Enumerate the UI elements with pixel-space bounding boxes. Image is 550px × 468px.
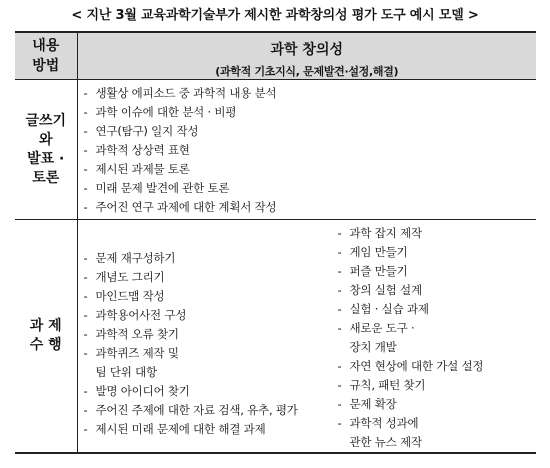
list-item: - 생활상 에피소드 중 과학적 내용 분석 <box>83 86 277 100</box>
category-line: 수 행 <box>29 337 62 353</box>
list-item: - 규칙, 패턴 찾기 <box>337 378 426 392</box>
category-writing-presentation <box>15 80 77 220</box>
list-item: - 미래 문제 발견에 관한 토론 <box>83 181 230 195</box>
category-line: 발표 · <box>27 150 65 167</box>
writing-items-cell <box>77 80 536 220</box>
list-item: - 주어진 연구 과제에 대한 계획서 작성 <box>83 200 277 214</box>
list-item-continuation: 장치 개발 <box>349 340 397 354</box>
list-item: - 과학적 성과에 <box>337 416 419 430</box>
list-item: - 발명 아이디어 찾기 <box>83 384 190 398</box>
header-subtitle: (과학적 기초지식, 문제발견·설정,해결) <box>215 65 399 78</box>
table-header-row <box>15 32 536 80</box>
category-line: 와 <box>38 131 53 148</box>
list-item: - 자연 현상에 대한 가설 설정 <box>337 359 484 373</box>
list-item: - 과학 이슈에 대한 분석 · 비평 <box>83 105 237 119</box>
writing-items-list <box>78 80 537 217</box>
table-row-tasks <box>15 220 536 454</box>
list-item: - 제시된 미래 문제에 대한 해결 과제 <box>83 422 266 436</box>
list-item: - 게임 만들기 <box>337 245 408 259</box>
list-item: - 창의 실험 설계 <box>337 283 422 297</box>
header-title-cell <box>77 32 536 80</box>
list-item-continuation: 팀 단위 대항 <box>95 365 157 379</box>
list-item: - 제시된 과제물 토론 <box>83 162 190 176</box>
task-items-right-list <box>334 224 484 452</box>
creativity-assessment-table <box>15 31 536 454</box>
table-row-writing <box>15 80 536 220</box>
list-item: - 과학적 상상력 표현 <box>83 143 190 157</box>
category-task-performance <box>15 220 77 454</box>
list-item: - 연구(탐구) 일지 작성 <box>83 124 199 138</box>
table-caption: < 지난 3월 교육과학기술부가 제시한 과학창의성 평가 도구 예시 모델 > <box>71 8 479 23</box>
list-item: - 문제 확장 <box>337 397 397 411</box>
list-item: - 문제 재구성하기 <box>83 251 176 265</box>
list-item: - 새로운 도구 · <box>337 321 415 335</box>
list-item-continuation: 관한 뉴스 제작 <box>349 435 422 449</box>
list-item: - 퍼즐 만들기 <box>337 264 408 278</box>
list-item: - 마인드맵 작성 <box>83 289 165 303</box>
list-item: - 과학퀴즈 제작 및 <box>83 346 179 360</box>
list-item: - 개념도 그리기 <box>83 270 165 284</box>
header-corner-cell <box>15 32 77 80</box>
list-item: - 실험 · 실습 과제 <box>337 302 429 316</box>
list-item: - 주어진 주제에 대한 자료 검색, 유추, 평가 <box>83 403 298 417</box>
list-item: - 과학적 오류 찾기 <box>83 327 179 341</box>
task-items-left-list <box>78 224 334 452</box>
header-content-label: 내용 <box>32 38 60 54</box>
task-items-cell <box>77 220 536 454</box>
category-line: 과 제 <box>29 318 62 334</box>
category-line: 토론 <box>32 169 60 186</box>
category-line: 글쓰기 <box>25 112 67 129</box>
header-title: 과학 창의성 <box>270 42 343 58</box>
header-method-label: 방법 <box>32 58 60 74</box>
list-item: - 과학 잡지 제작 <box>337 226 422 240</box>
list-item: - 과학용어사전 구성 <box>83 308 187 322</box>
